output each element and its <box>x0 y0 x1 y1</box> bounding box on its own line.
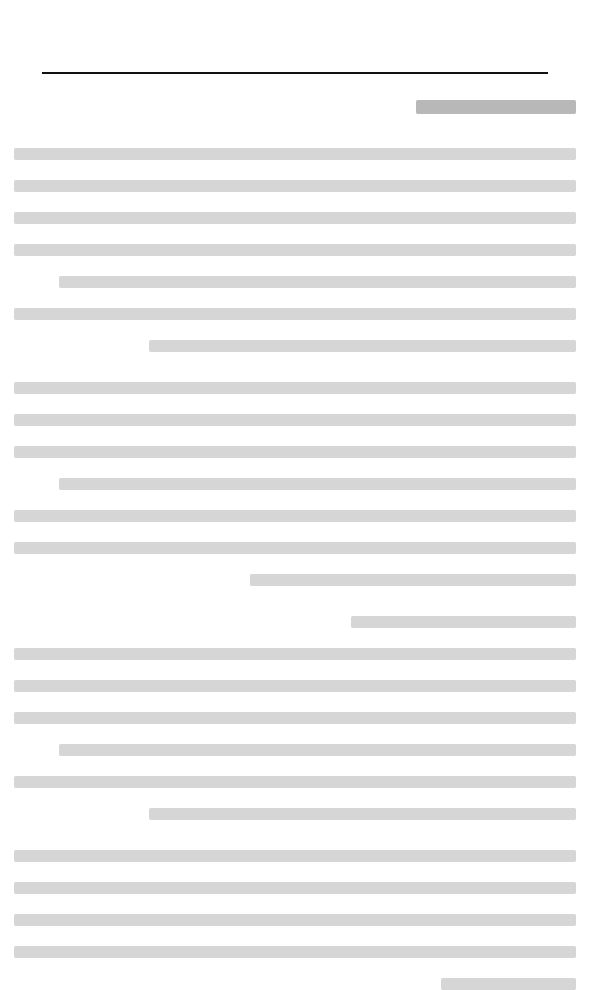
text-line <box>14 510 576 522</box>
text-line <box>14 308 576 320</box>
text-line <box>14 712 576 724</box>
text-line <box>14 148 576 160</box>
text-line <box>441 978 576 990</box>
text-line <box>14 212 576 224</box>
text-line <box>14 446 576 458</box>
text-line <box>14 414 576 426</box>
text-line <box>14 946 576 958</box>
author-byline <box>416 100 576 114</box>
text-line <box>14 776 576 788</box>
text-line <box>14 882 576 894</box>
text-line <box>14 180 576 192</box>
text-line <box>14 914 576 926</box>
text-line <box>59 276 576 288</box>
text-line <box>14 850 576 862</box>
text-line <box>14 648 576 660</box>
article-title <box>42 28 548 74</box>
text-line <box>14 542 576 554</box>
text-line <box>59 478 576 490</box>
text-line <box>149 340 576 352</box>
article-body <box>14 148 576 990</box>
text-line <box>59 744 576 756</box>
text-line <box>14 244 576 256</box>
text-line <box>149 808 576 820</box>
text-line <box>14 382 576 394</box>
text-line <box>250 574 576 586</box>
text-line <box>14 680 576 692</box>
text-line <box>351 616 576 628</box>
